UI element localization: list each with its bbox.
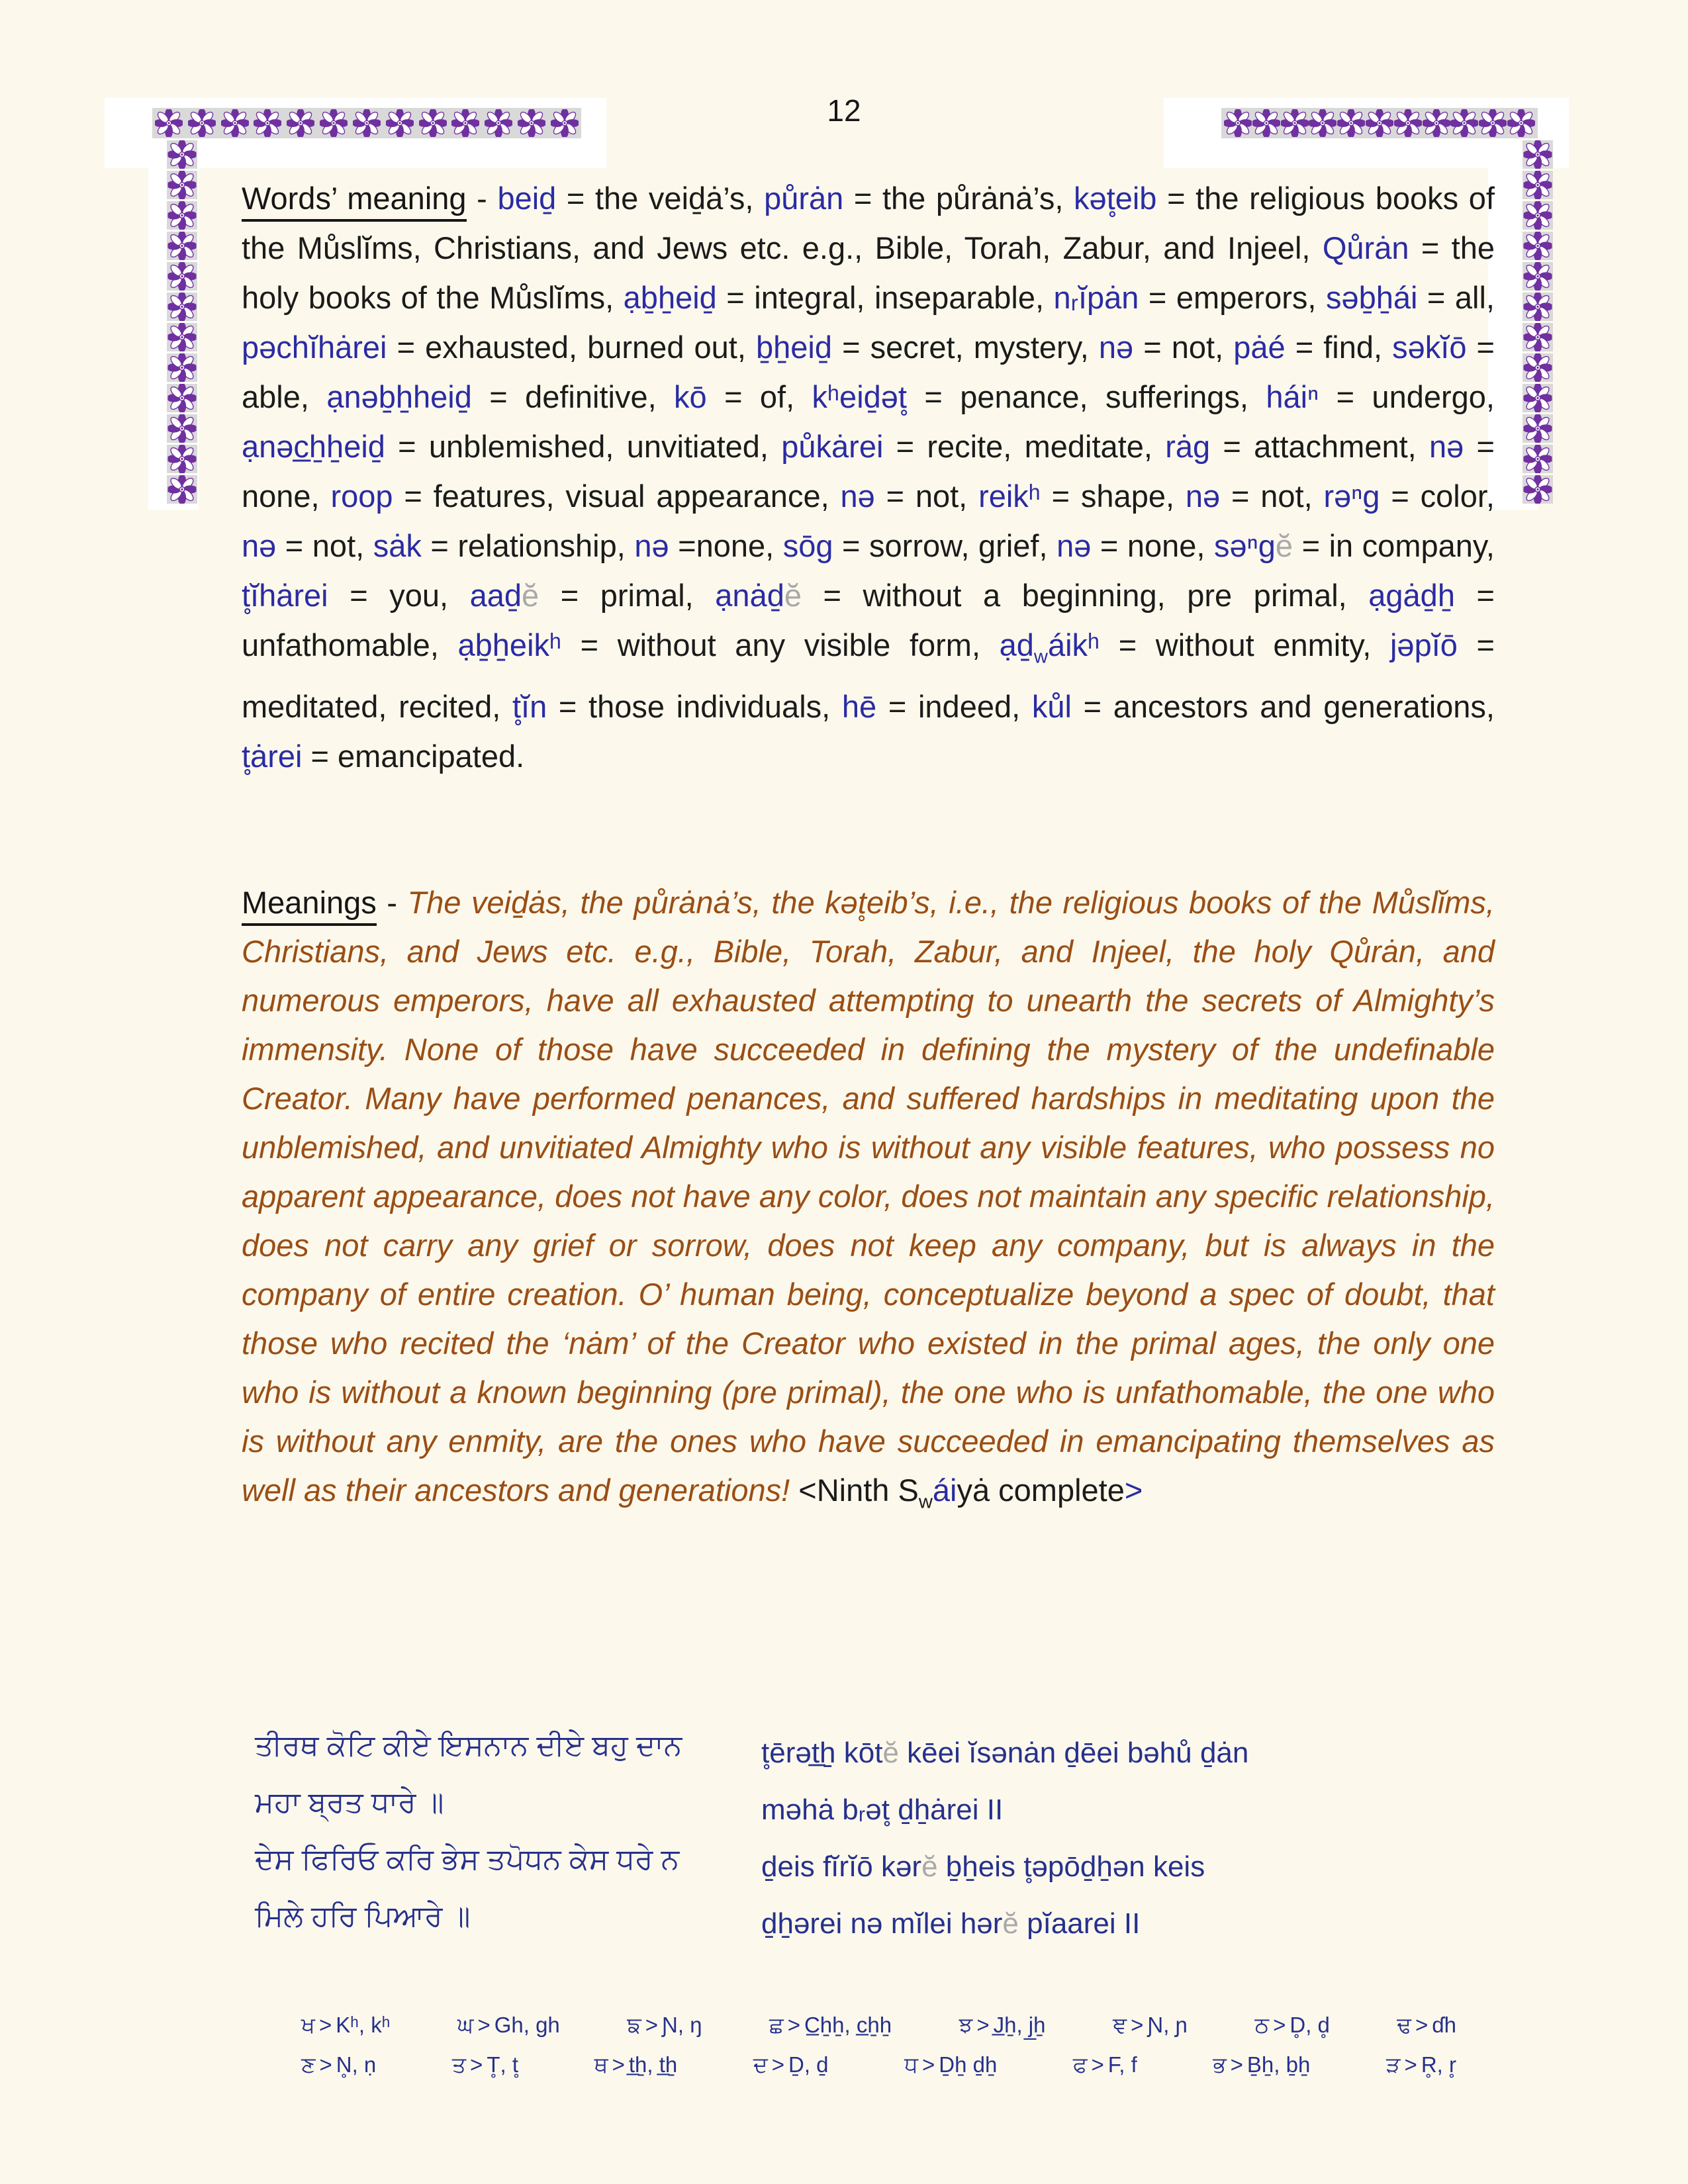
verse-line: ਦੇਸ ਫਿਰਿਓ ਕਰਿ ਭੇਸ ਤਪੋਧਨ ਕੇਸ ਧਰੇ ਨ (255, 1843, 680, 1876)
latin-equivalent: F, f (1107, 2052, 1137, 2077)
flower-icon (518, 109, 545, 137)
gurmukhi-letter: ਘ (457, 2013, 474, 2037)
text-run: məhȧ bᵣət̥ ḏẖȧrei II (761, 1794, 1004, 1826)
text-run: = none, (1091, 528, 1214, 563)
pronunciation-key-item (1113, 2005, 1188, 2045)
pronunciation-key-item (1254, 2005, 1330, 2045)
latin-equivalent: Ɲ, ŋ (662, 2013, 702, 2037)
flower-icon (1337, 109, 1365, 137)
text-run: t̥ȧrei (242, 739, 303, 774)
text-run: beiḏ (497, 181, 557, 216)
text-run: = not, (874, 478, 979, 514)
pronunciation-key-row (301, 2005, 1456, 2045)
gurmukhi-letter: ਥ (594, 2052, 608, 2077)
text-run: = exhausted, burned out, (387, 330, 756, 365)
gurmukhi-letter: ਣ (301, 2052, 316, 2077)
flower-icon (1523, 293, 1553, 321)
maps-to-symbol: > (1131, 2013, 1144, 2037)
transliteration-verse (761, 1725, 1417, 1952)
flower-icon (167, 323, 197, 351)
flower-icon (1523, 353, 1553, 382)
flower-icon (419, 109, 447, 137)
text-run: ĕ (784, 578, 802, 613)
latin-equivalent: N̥, ṇ (336, 2052, 377, 2077)
text-run: = you, (328, 578, 470, 613)
text-run: - (376, 885, 408, 920)
text-run: = the veiḏȧ’s, (556, 181, 765, 216)
flower-icon (1523, 171, 1553, 199)
latin-equivalent: Kʰ, kʰ (336, 2013, 391, 2037)
text-run: = indeed, (876, 689, 1032, 725)
maps-to-symbol: > (1415, 2013, 1429, 2037)
gurmukhi-letter: ਭ (1213, 2052, 1227, 2077)
flower-icon (1523, 323, 1553, 351)
flower-icon (287, 109, 314, 137)
text-run: səḇẖái (1325, 280, 1418, 315)
text-run: sōg (782, 528, 833, 563)
text-run: ạḇẖeiḏ (623, 280, 717, 315)
text-run: = color, (1380, 478, 1495, 514)
gurmukhi-letter: ਤ (451, 2052, 467, 2077)
text-run: nᵣĭpȧn (1053, 280, 1139, 315)
text-run: = the holy books of the Můslĭms, (242, 230, 1495, 315)
text-run: = relationship, (421, 528, 635, 563)
latin-equivalent: t̲ẖ, t̲ẖ (628, 2052, 678, 2077)
gurmukhi-letter: ਙ (627, 2013, 641, 2037)
flower-icon (1523, 445, 1553, 473)
flower-icon (167, 353, 197, 382)
text-run: rȧg (1165, 429, 1211, 464)
flower-icon (167, 171, 197, 199)
text-run: = primal, (539, 578, 716, 613)
text-run: ạnəc̲ẖẖeiḏ (242, 429, 385, 464)
page-number: 12 (827, 93, 861, 128)
latin-equivalent: T̥, t̥ (487, 2052, 518, 2077)
text-run: ĕ (882, 1737, 899, 1769)
flower-icon (551, 109, 579, 137)
text-run: = secret, mystery, (832, 330, 1099, 365)
latin-equivalent: R̥, r̥ (1421, 2052, 1456, 2077)
text-run: = none, (242, 429, 1495, 514)
pronunciation-key-item (959, 2005, 1046, 2045)
pronunciation-key-item (1213, 2045, 1310, 2085)
latin-equivalent: C̲ẖẖ, c̲ẖẖ (804, 2013, 892, 2037)
text-run: ạnȧḏ (715, 578, 784, 613)
text-run: sȧk (373, 528, 422, 563)
latin-equivalent: Ɲ, ɲ (1147, 2013, 1188, 2037)
flower-icon (167, 475, 197, 504)
text-run: = without a beginning, pre primal, (802, 578, 1369, 613)
text-run: půrȧn (764, 181, 844, 216)
text-run: nə (1056, 528, 1092, 563)
text-run: = the půrȧnȧ’s, (843, 181, 1074, 216)
text-run: ĕ (1275, 528, 1293, 563)
text-run: w (918, 1491, 933, 1513)
flower-icon (451, 109, 479, 137)
pronunciation-key-item (301, 2045, 376, 2085)
flower-icon (1224, 109, 1252, 137)
flower-icon (221, 109, 249, 137)
text-run: = definitive, (471, 379, 675, 414)
text-run: = able, (242, 330, 1495, 414)
text-run: səkĭō (1392, 330, 1467, 365)
maps-to-symbol: > (318, 2013, 332, 2037)
text-run: nə (242, 528, 277, 563)
flower-icon (167, 293, 197, 321)
flower-border-right (1523, 140, 1553, 504)
text-run: kůl (1031, 689, 1072, 725)
flower-border-top-left (152, 108, 581, 138)
verse-line (761, 1839, 1417, 1895)
maps-to-symbol: > (787, 2013, 800, 2037)
latin-equivalent: Ḏẖ ḏẖ (939, 2052, 998, 2077)
text-run: = unfathomable, (242, 578, 1495, 662)
gurmukhi-letter: ਖ (301, 2013, 315, 2037)
text-run: aaḏ (469, 578, 522, 613)
pronunciation-key-item (753, 2045, 829, 2085)
maps-to-symbol: > (319, 2052, 332, 2077)
text-run: = not, (1220, 478, 1324, 514)
text-run: ḏẖərei nə mĭlei hər (761, 1907, 1003, 1940)
flower-icon (1523, 414, 1553, 443)
text-run: = integral, inseparable, (716, 280, 1054, 315)
text-run: =none, (669, 528, 783, 563)
text-run: ḇẖeiḏ (756, 330, 832, 365)
gurmukhi-letter: ਛ (769, 2013, 784, 2037)
text-run: = not, (276, 528, 373, 563)
flower-icon (1394, 109, 1422, 137)
latin-equivalent: ɗh (1432, 2013, 1456, 2037)
text-run: kət̥eib (1074, 181, 1157, 216)
text-run: = undergo, (1319, 379, 1495, 414)
pronunciation-key-item (627, 2005, 702, 2045)
flower-icon (320, 109, 348, 137)
flower-icon (167, 445, 197, 473)
text-run: Words’ meaning (242, 181, 467, 222)
text-run: t̥ĭn (512, 689, 547, 725)
gurmukhi-letter: ਢ (1397, 2013, 1411, 2037)
text-run: = meditated, recited, (242, 627, 1495, 725)
verse-line (761, 1782, 1417, 1839)
text-run: = in company, (1293, 528, 1495, 563)
latin-equivalent: Gh, gh (494, 2013, 560, 2037)
flower-icon (167, 140, 197, 169)
text-run: ĕ (522, 578, 539, 613)
text-run: nə (1429, 429, 1464, 464)
text-run: roop (330, 478, 393, 514)
pronunciation-key-item (904, 2045, 997, 2085)
text-run: pĭaarei II (1018, 1907, 1141, 1940)
text-run: rəⁿg (1323, 478, 1380, 514)
text-run: ạnəḇẖheiḏ (326, 379, 472, 414)
text-run: jəpĭō (1389, 627, 1458, 662)
flower-icon (1523, 140, 1553, 169)
gurmukhi-letter: ਠ (1254, 2013, 1270, 2037)
text-run: = of, (706, 379, 812, 414)
maps-to-symbol: > (921, 2052, 935, 2077)
text-run: nə (1185, 478, 1221, 514)
maps-to-symbol: > (612, 2052, 625, 2077)
text-run: = find, (1285, 330, 1393, 365)
gurmukhi-letter: ੜ (1385, 2052, 1401, 2077)
flower-icon (1309, 109, 1336, 137)
flower-icon (167, 201, 197, 230)
text-run: ạḏ (999, 627, 1034, 662)
flower-icon (1523, 262, 1553, 291)
text-run: hē (841, 689, 877, 725)
latin-equivalent: J̲ẖ, j̲ẖ (993, 2013, 1046, 2037)
flower-icon (1523, 475, 1553, 504)
maps-to-symbol: > (771, 2052, 784, 2077)
pronunciation-key-item (1386, 2045, 1456, 2085)
text-run: ạḇẖeikʰ (457, 627, 562, 662)
text-run: yȧ complete (957, 1473, 1125, 1508)
latin-equivalent: D̥, d̥ (1289, 2013, 1330, 2037)
maps-to-symbol: > (1230, 2052, 1243, 2077)
text-run: = recite, meditate, (883, 429, 1166, 464)
gurmukhi-letter: ਫ (1072, 2052, 1088, 2077)
text-run: = unblemished, unvitiated, (385, 429, 782, 464)
text-run: t̥ĭhȧrei (242, 578, 328, 613)
maps-to-symbol: > (1273, 2013, 1286, 2037)
text-run: = shape, (1040, 478, 1186, 514)
text-run: = penance, sufferings, (906, 379, 1266, 414)
text-run: kʰeiḏət̥ (812, 379, 907, 414)
maps-to-symbol: > (1404, 2052, 1417, 2077)
text-run: kō (674, 379, 707, 414)
text-run: = not, (1133, 330, 1234, 365)
flower-border-top-right (1221, 108, 1538, 138)
text-run: áikʰ (1047, 627, 1100, 662)
text-run: t̥ērət̲ẖ kōt (761, 1737, 883, 1769)
flower-icon (167, 232, 197, 260)
flower-icon (1523, 201, 1553, 230)
flower-icon (1523, 232, 1553, 260)
verse-line: ਮਹਾ ਬ੍ਰਤ ਧਾਰੇ ॥ (255, 1786, 444, 1819)
gurmukhi-letter: ਞ (1112, 2013, 1127, 2037)
text-run: ĕ (1002, 1907, 1019, 1940)
text-run: kēei ĭsənȧn ḏēei bəhů ḏȧn (898, 1737, 1249, 1769)
pronunciation-key-item (452, 2045, 518, 2085)
text-run: The veiḏȧs, the půrȧnȧ’s, the kət̥eib’s, i.e., the religious books of the Můslĭms, Christians, and Jews etc. e.g., Bible, Torah, Zabur, and Injeel, the holy Qůrȧn, and numerous emperors, have all exhausted attempting to unearth the secrets of Almighty’s immensity. None of those have succeeded in defining the mystery of the undefinable Creator. Many have performed penances, and suffered hardships in meditating upon the unblemished, and unvitiated Almighty who is without any visible features, who possess no apparent appearance, does not have any color, does not maintain any specific relationship, does not carry any grief or sorrow, does not keep any company, but is always in the company of entire creation. O’ human being, conceptualize beyond a spec of doubt, that those who recited the ‘nȧm’ of the Creator who existed in the primal ages, the only one who is without a known beginning (pre primal), the one who is unfathomable, the one who is without any enmity, are the ones who have succeeded in emancipating themselves as well as their ancestors and generations! (242, 885, 1495, 1508)
flower-icon (485, 109, 512, 137)
text-run: = sorrow, grief, (833, 528, 1057, 563)
pronunciation-key-item (594, 2045, 678, 2085)
text-run: səⁿg (1214, 528, 1276, 563)
maps-to-symbol: > (477, 2013, 491, 2037)
text-run: pȧé (1233, 330, 1286, 365)
text-run: = attachment, (1210, 429, 1429, 464)
pronunciation-key-item (457, 2005, 560, 2045)
verse-line (761, 1895, 1417, 1952)
pronunciation-key-row (301, 2045, 1456, 2085)
text-run: Qůrȧn (1322, 230, 1409, 265)
flower-icon (386, 109, 414, 137)
text-run: ḇẖeis t̥əpōḏẖən keis (937, 1850, 1205, 1883)
text-run: nə (1098, 330, 1134, 365)
maps-to-symbol: > (1091, 2052, 1104, 2077)
flower-icon (1523, 384, 1553, 412)
gurmukhi-verse (255, 1717, 735, 1945)
flower-icon (1450, 109, 1478, 137)
text-run: = ancestors and generations, (1071, 689, 1495, 725)
flower-border-left (167, 140, 197, 504)
text-run: háiⁿ (1266, 379, 1319, 414)
text-run: = emancipated. (302, 739, 525, 774)
text-run: = without enmity, (1100, 627, 1390, 662)
flower-icon (353, 109, 381, 137)
text-run: Meanings (242, 885, 377, 926)
text-run: ḏeis fĭrĭō kər (761, 1850, 922, 1883)
flower-icon (167, 384, 197, 412)
text-run: nə (634, 528, 669, 563)
text-run: = the religious books of the Můslĭms, Christians, and Jews etc. e.g., Bible, Torah, Zabur, and Injeel, (242, 181, 1495, 265)
text-run: = without any visible form, (561, 627, 1000, 662)
words-meaning-paragraph (242, 173, 1495, 781)
text-run: ĕ (921, 1850, 938, 1883)
flower-icon (1423, 109, 1450, 137)
flower-icon (155, 109, 183, 137)
text-run: nə (840, 478, 875, 514)
meanings-paragraph (242, 878, 1495, 1526)
latin-equivalent: Ḇẖ, ḇẖ (1246, 2052, 1311, 2077)
flower-icon (167, 414, 197, 443)
pronunciation-key (301, 2005, 1456, 2085)
gurmukhi-letter: ਝ (959, 2013, 973, 2037)
gurmukhi-letter: ਧ (904, 2052, 918, 2077)
text-run: ạgȧḏẖ (1368, 578, 1455, 613)
maps-to-symbol: > (976, 2013, 990, 2037)
pronunciation-key-item (769, 2005, 892, 2045)
verse-line: ਤੀਰਥ ਕੋਟਿ ਕੀਏ ਇਸਨਾਨ ਦੀਏ ਬਹੁ ਦਾਨ (255, 1729, 682, 1762)
pronunciation-key-item (1397, 2005, 1456, 2045)
flower-icon (167, 262, 197, 291)
flower-icon (254, 109, 281, 137)
maps-to-symbol: > (470, 2052, 483, 2077)
text-run: = emperors, (1139, 280, 1326, 315)
text-run: w (1033, 646, 1048, 668)
text-run: = features, visual appearance, (393, 478, 841, 514)
gurmukhi-letter: ਦ (753, 2052, 768, 2077)
verse-line (761, 1725, 1417, 1782)
text-run: = all, (1417, 280, 1495, 315)
maps-to-symbol: > (645, 2013, 658, 2037)
text-run: > (1124, 1473, 1143, 1508)
flower-icon (188, 109, 216, 137)
text-run: ái (932, 1473, 957, 1508)
flower-icon (1252, 109, 1280, 137)
flower-icon (1281, 109, 1309, 137)
pronunciation-key-item (301, 2005, 390, 2045)
verse-line: ਮਿਲੇ ਹਰਿ ਪਿਆਰੇ ॥ (255, 1900, 471, 1933)
flower-icon (1479, 109, 1507, 137)
text-run: reikʰ (978, 478, 1041, 514)
text-run: <Ninth S (798, 1473, 919, 1508)
text-run: = those individuals, (547, 689, 842, 725)
flower-icon (1366, 109, 1393, 137)
latin-equivalent: Ḏ, ḏ (788, 2052, 829, 2077)
text-run: - (466, 181, 498, 216)
pronunciation-key-item (1073, 2045, 1137, 2085)
flower-icon (1507, 109, 1535, 137)
text-run: pəchĭhȧrei (242, 330, 387, 365)
text-run: půkȧrei (781, 429, 884, 464)
